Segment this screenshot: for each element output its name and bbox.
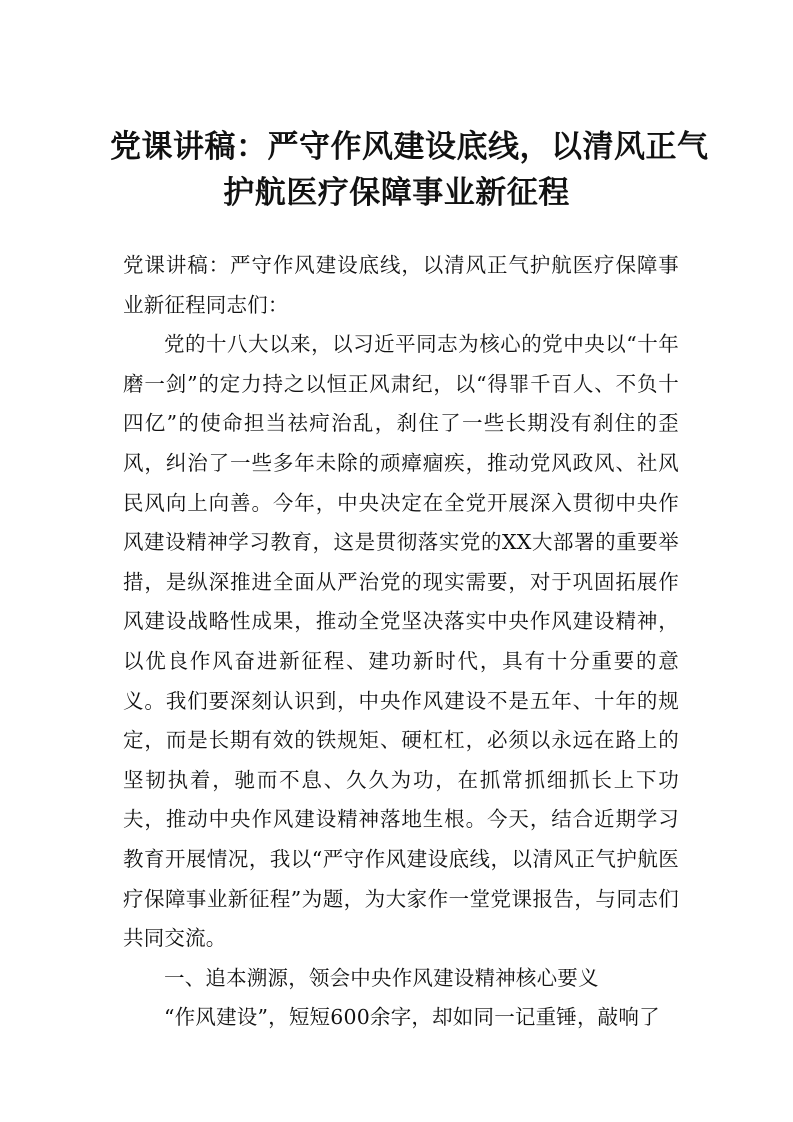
document-title-line-2: 护航医疗保障事业新征程 xyxy=(223,175,570,211)
opening-paragraph: 党课讲稿：严守作风建设底线，以清风正气护航医疗保障事业新征程同志们： xyxy=(123,253,679,317)
document-title-line-1: 党课讲稿：严守作风建设底线，以清风正气 xyxy=(110,129,709,165)
section-heading: 一、追本溯源，领会中央作风建设精神核心要义 xyxy=(164,965,599,990)
body-paragraph-continued: “作风建设”，短短600余字，却如同一记重锤，敲响了 xyxy=(164,1005,660,1030)
document-body xyxy=(123,246,679,1038)
body-paragraph: 党的十八大以来，以习近平同志为核心的党中央以“十年磨一剑”的定力持之以恒正风肃纪，以“得罪千百人、不负十四亿”的使命担当祛疴治乱，刹住了一些长期没有刹住的歪风，纠治了一些多年未除的顽瘴痼疾，推动党风政风、社风民风向上向善。今年，中央决定在全党开展深入贯彻中央作风建设精神学习教育，这是贯彻落实党的XX大部署的重要举措，是纵深推进全面从严治党的现实需要，对于巩固拓展作风建设战略性成果，推动全党坚决落实中央作风建设精神，以优良作风奋进新征程、建功新时代，具有十分重要的意义。我们要深刻认识到，中央作风建设不是五年、十年的规定，而是长期有效的铁规矩、硬杠杠，必须以永远在路上的坚韧执着，驰而不息、久久为功，在抓常抓细抓长上下功夫，推动中央作风建设精神落地生根。今天，结合近期学习教育开展情况，我以“严守作风建设底线，以清风正气护航医疗保障事业新征程”为题，为大家作一堂党课报告，与同志们共同交流。 xyxy=(123,332,679,951)
